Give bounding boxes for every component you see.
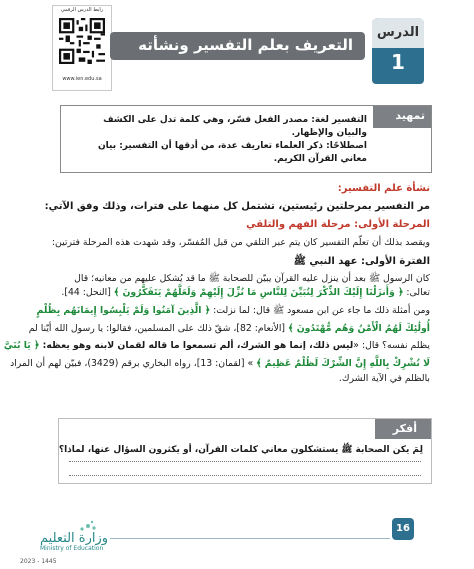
example-paragraph: [3, 304, 430, 386]
period1-paragraph: [35, 272, 430, 299]
reflection-label-tab: [375, 419, 431, 439]
p1-text: تعالى:: [403, 286, 430, 298]
quran-verse: ﴿ يَا بُنَيَّ: [3, 340, 40, 351]
p2-text: [الأنعام: 82]، شقّ ذلك على المسلمين، فقالوا: يا رسول الله أيّنا لم: [28, 322, 289, 334]
intro-line: التفسير لغة: مصدر الفعل فسّر، وهي كلمة تدل على الكشف: [103, 115, 367, 125]
p2-text: ومن أمثلة ذلك ما جاء عن ابن مسعود ﷺ قال: لما نزلت:: [210, 305, 430, 316]
intro-line: اصطلاحًا: ذكر العلماء تعاريف عدة، من أدقها أن التفسير: بيان: [97, 141, 367, 151]
lesson-title: التعريف بعلم التفسير ونشأته: [138, 36, 353, 54]
qr-code-panel[interactable]: [52, 5, 112, 91]
p2-text: يظلم نفسه؟ قال: «: [353, 340, 430, 351]
stage1-heading: المرحلة الأولى: مرحلة الفهم والتلقي: [246, 219, 430, 230]
footer-rule: [110, 538, 390, 539]
period1-heading: الفترة الأولى: عهد النبي ﷺ: [293, 256, 430, 267]
qr-caption: رابط الدرس الرقمي: [60, 7, 104, 13]
p2-line: [10, 357, 430, 371]
lesson-badge-label: الدرس: [372, 18, 424, 48]
p2-line: [28, 322, 430, 336]
lesson-title-bar: [110, 32, 365, 60]
p2-line: [35, 304, 430, 318]
p2-text: » [لقمان: 13]، رواه البخاري برقم (3429)، فبيّن لهم أن المراد: [10, 357, 257, 369]
edition-year: 2023 - 1445: [20, 558, 57, 565]
p1-line: كان الرسول ﷺ بعد أن ينزل عليه القرآن يبيّن للصحابة ﷺ ما قد يُشكل عليهم من معانيه؛ قال: [74, 273, 430, 284]
quran-verse: لَا تُشْرِكْ بِاللَّهِ إِنَّ الشِّرْكَ لَظُلْمٌ عَظِيمٌ ﴾: [256, 357, 430, 369]
intro-text: [67, 114, 367, 166]
qr-code-icon[interactable]: [59, 18, 105, 64]
stages-intro: مر التفسير بمرحلتين رئيستين، تشتمل كل منهما على فترات، وذلك وفق الآتي:: [44, 201, 430, 212]
intro-label: تمهيد: [395, 109, 425, 122]
lesson-number: 1: [391, 50, 405, 74]
intro-line: معاني القرآن الكريم.: [273, 154, 367, 164]
hadith-text: ليس ذلك، إنما هو الشرك، ألم تسمعوا ما قاله لقمان لابنه وهو يعظه:: [39, 340, 354, 351]
quran-verse: أُولَٰئِكَ لَهُمُ الْأَمْنُ وَهُم مُّهْتَدُونَ ﴾: [288, 322, 430, 334]
qr-url[interactable]: www.ien.edu.sa: [62, 76, 102, 82]
answer-line[interactable]: [69, 461, 421, 462]
verse-reference: [النحل: 44].: [61, 286, 114, 298]
quran-verse: ﴿ الَّذِينَ آمَنُوا وَلَمْ يَلْبِسُوا إِيمَانَهُم بِظُلْمٍ: [36, 305, 211, 316]
p2-line: بالظلم في الآية الشرك.: [338, 373, 430, 384]
stage1-text: ويقصد بذلك أن تعلّم التفسير كان يتم عبر التلقي من قبل المُفسّر، وقد شهدت هذه المرحلة فترتين:: [51, 237, 430, 248]
reflection-question: لِمَ يكن الصحابة ﷺ يستشكلون معاني كلمات القرآن، أو يكثرون السؤال عنها، لماذا؟: [58, 445, 423, 455]
reflection-label: أفكر: [392, 422, 417, 435]
quran-verse: ﴿ وَأَنزَلْنَا إِلَيْكَ الذِّكْرَ لِتُبَيِّنَ لِلنَّاسِ مَا نُزِّلَ إِلَيْهِمْ وَلَعَلَّهُمْ يَتَفَكَّرُونَ ﴾: [113, 286, 404, 298]
intro-box: [60, 105, 432, 173]
answer-line[interactable]: [69, 475, 421, 476]
intro-line: والبيان والإظهار.: [291, 128, 367, 138]
page-number: 16: [392, 518, 414, 540]
p1-line: [35, 286, 430, 300]
ministry-name-en: Ministry of Education: [40, 545, 104, 552]
ministry-name-ar: وزارة التعليم: [40, 531, 109, 546]
lesson-badge: [372, 18, 424, 84]
p2-line: [3, 339, 430, 353]
reflection-box: [58, 418, 432, 484]
section-heading: نشأة علم التفسير:: [337, 183, 430, 194]
intro-label-tab: [373, 106, 431, 128]
